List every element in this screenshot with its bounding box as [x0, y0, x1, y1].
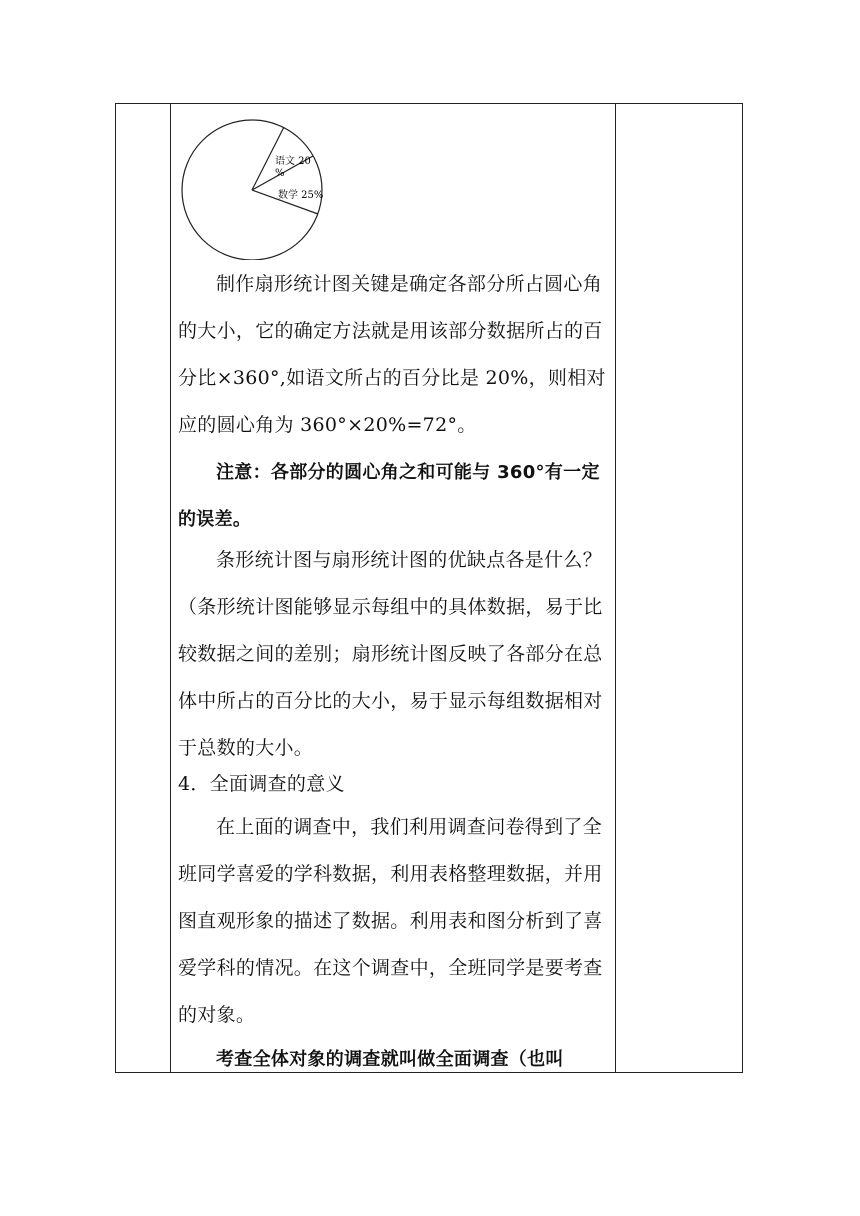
- pie-label-math: 数学 25%: [278, 190, 324, 201]
- paragraph-census-definition: 考查全体对象的调查就叫做全面调查（也叫: [216, 1049, 564, 1070]
- lesson-table: [115, 103, 743, 1073]
- section-heading-census: 4．全面调查的意义: [178, 773, 345, 795]
- pie-label-chinese-percent: %: [275, 168, 285, 179]
- paragraph-note: 注意：各部分的圆心角之和可能与 360°有一定的误差。: [178, 462, 600, 530]
- pie-chart: [180, 114, 330, 260]
- table-divider-left: [170, 104, 171, 1072]
- table-divider-right: [615, 104, 616, 1072]
- content-cell: [172, 104, 615, 1072]
- paragraph-pros-cons: 条形统计图与扇形统计图的优缺点各是什么？（条形统计图能够显示每组中的具体数据，易于比较数据之间的差别；扇形统计图反映了各部分在总体中所占的百分比的大小，易于显示每组数据相对于总数的大小。: [178, 549, 603, 759]
- pie-label-chinese: 语文 20: [275, 156, 311, 167]
- paragraph-central-angle: 制作扇形统计图关键是确定各部分所占圆心角的大小，它的确定方法就是用该部分数据所占的百分比×360°,如语文所占的百分比是 20%，则相对应的圆心角为 360°×20%=72°。: [178, 273, 606, 436]
- paragraph-survey: 在上面的调查中，我们利用调查问卷得到了全班同学喜爱的学科数据，利用表格整理数据，并用图直观形象的描述了数据。利用表和图分析到了喜爱学科的情况。在这个调查中，全班同学是要考查的对象。: [178, 816, 603, 1026]
